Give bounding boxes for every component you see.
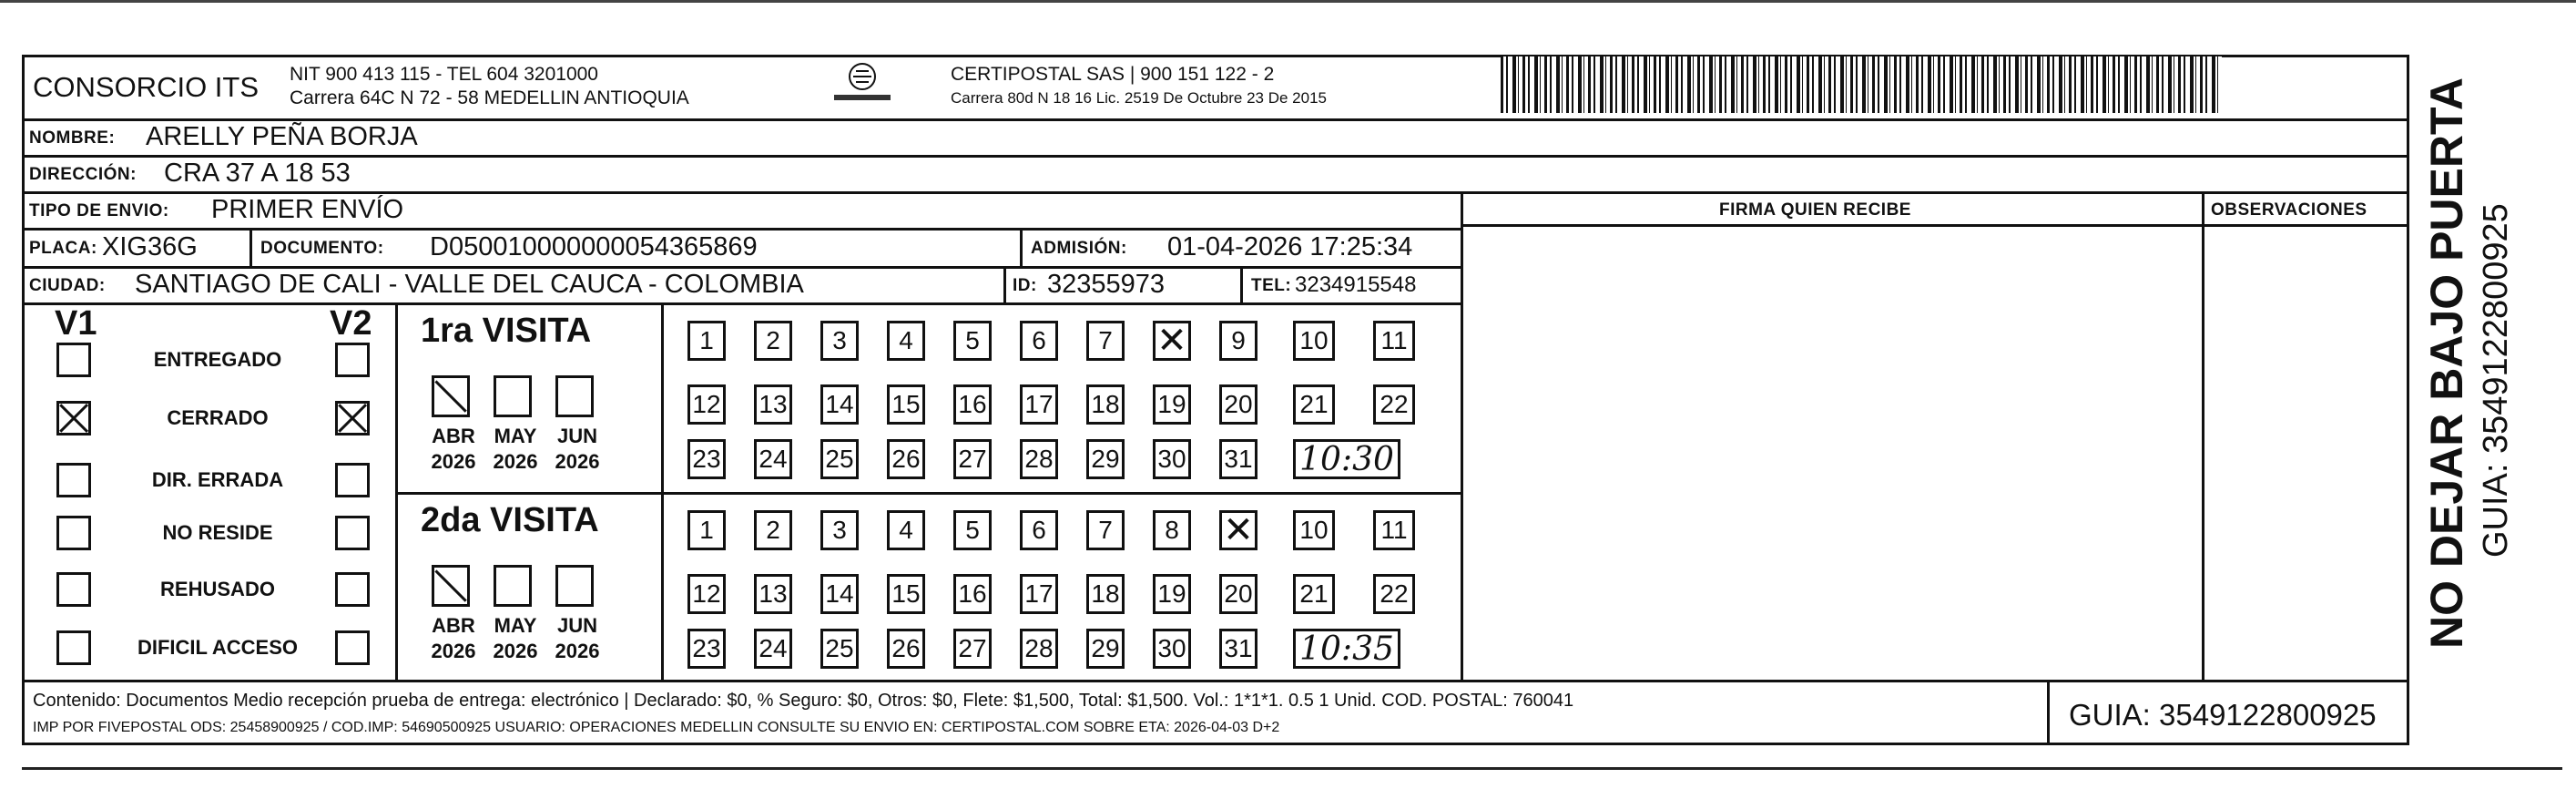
day-checkbox[interactable]: 11 [1373,510,1415,550]
day-checkbox[interactable]: 9 [1219,321,1257,361]
v1-checkbox[interactable] [56,463,91,497]
tipo-envio-value: PRIMER ENVÍO [211,195,404,224]
col-divider [395,302,398,680]
month-label: ABR [432,614,475,637]
day-checkbox[interactable]: 4 [887,510,925,550]
day-checkbox[interactable]: 19 [1153,384,1191,425]
month-checkbox[interactable] [432,565,470,607]
row-divider [22,118,2409,121]
v2-checkbox[interactable] [335,572,370,607]
admision-label: ADMISIÓN: [1031,239,1127,258]
day-checkbox[interactable]: 18 [1086,384,1125,425]
observaciones-label: OBSERVACIONES [2211,200,2367,220]
carrier-name: CERTIPOSTAL SAS | 900 151 122 - 2 [951,64,1275,85]
day-checkbox[interactable]: 14 [820,574,859,614]
company-address: Carrera 64C N 72 - 58 MEDELLIN ANTIOQUIA [290,87,689,108]
status-option-label: NO RESIDE [162,521,273,544]
documento-value: D050010000000054365869 [430,232,758,261]
id-value: 32355973 [1047,270,1166,299]
day-checkbox[interactable]: 2 [754,510,792,550]
day-checkbox[interactable]: 30 [1153,439,1191,479]
nombre-label: NOMBRE: [29,128,116,148]
day-checkbox[interactable]: 22 [1373,384,1415,425]
carrier-address: Carrera 80d N 18 16 Lic. 2519 De Octubre 23 De 2015 [951,89,1327,107]
col-divider [661,302,664,680]
col-divider [1003,266,1006,302]
status-option-label: DIFICIL ACCESO [137,636,298,659]
status-option-label: CERRADO [167,406,269,429]
documento-label: DOCUMENTO: [260,239,384,258]
day-checkbox[interactable]: 25 [820,629,859,669]
direccion-label: DIRECCIÓN: [29,165,137,184]
row-divider [395,492,1462,495]
tel-label: TEL: [1251,276,1292,295]
month-label: ABR [432,425,475,447]
month-checkbox[interactable] [494,375,532,417]
day-checkbox[interactable] [1153,321,1191,361]
col-divider [249,228,252,266]
row-divider [22,266,1462,269]
col-divider [2202,191,2204,680]
day-checkbox[interactable]: 19 [1153,574,1191,614]
day-checkbox[interactable]: 13 [754,384,792,425]
day-checkbox[interactable]: 23 [687,629,726,669]
status-option-label: REHUSADO [160,578,275,600]
tel-value: 3234915548 [1295,272,1417,297]
day-checkbox[interactable]: 31 [1219,439,1257,479]
day-checkbox[interactable]: 1 [687,321,726,361]
v1-checkbox[interactable] [56,343,91,377]
status-option-label: ENTREGADO [153,348,282,371]
company-name: CONSORCIO ITS [33,71,260,103]
day-checkbox[interactable]: 15 [887,384,925,425]
day-checkbox[interactable]: 12 [687,384,726,425]
day-checkbox[interactable]: 29 [1086,629,1125,669]
day-checkbox[interactable]: 22 [1373,574,1415,614]
row-divider [22,155,2409,158]
day-checkbox[interactable]: 20 [1219,574,1257,614]
side-warning: NO DEJAR BAJO PUERTA [2421,77,2472,649]
year-label: 2026 [493,640,538,662]
day-checkbox[interactable]: 4 [887,321,925,361]
year-label: 2026 [555,640,600,662]
day-checkbox[interactable]: 7 [1086,510,1125,550]
month-label: MAY [494,425,537,447]
month-label: MAY [494,614,537,637]
day-checkbox[interactable]: 30 [1153,629,1191,669]
day-checkbox[interactable]: 17 [1020,384,1058,425]
day-checkbox[interactable]: 12 [687,574,726,614]
day-checkbox[interactable]: 28 [1020,439,1058,479]
v2-checkbox[interactable] [335,630,370,665]
footer-guia: GUIA: 3549122800925 [2069,698,2377,732]
v2-label: V2 [330,304,372,343]
scan-edge-line [22,767,2562,770]
row-divider [1462,224,2409,227]
placa-value: XIG36G [102,232,198,261]
v1-label: V1 [55,304,97,343]
day-checkbox[interactable]: 8 [1153,510,1191,550]
ciudad-value: SANTIAGO DE CALI - VALLE DEL CAUCA - COLOMBIA [135,270,804,299]
row-divider [22,680,2409,682]
day-checkbox[interactable]: 20 [1219,384,1257,425]
month-checkbox[interactable] [432,375,470,417]
v2-checkbox[interactable] [335,401,370,435]
direccion-value: CRA 37 A 18 53 [164,159,351,188]
v2-checkbox[interactable] [335,516,370,550]
row-divider [22,302,1462,305]
visit-time[interactable]: 10:30 [1293,439,1400,479]
visit-time[interactable]: 10:35 [1293,629,1400,669]
year-label: 2026 [555,450,600,473]
day-checkbox[interactable]: 3 [820,510,859,550]
day-checkbox[interactable]: 11 [1373,321,1415,361]
day-checkbox[interactable]: 7 [1086,321,1125,361]
day-checkbox[interactable]: 21 [1293,384,1335,425]
day-checkbox[interactable]: 6 [1020,321,1058,361]
footer-content-line: Contenido: Documentos Medio recepción prueba de entrega: electrónico | Declarado: $0, % Seguro: $0, Otros: $0, Flete: $1,500, Total: $1,500. Vol.: 1*1*1. 0.5 1 Unid. COD. POSTAL: 760041 [33,691,1574,711]
day-checkbox[interactable]: 5 [953,321,992,361]
day-checkbox[interactable]: 16 [953,574,992,614]
visit-title: 2da VISITA [421,501,599,539]
day-checkbox[interactable]: 28 [1020,629,1058,669]
day-checkbox[interactable]: 10 [1293,321,1335,361]
day-checkbox[interactable]: 31 [1219,629,1257,669]
admision-value: 01-04-2026 17:25:34 [1167,232,1413,261]
col-divider [1461,191,1463,680]
day-checkbox[interactable]: 13 [754,574,792,614]
day-checkbox[interactable]: 5 [953,510,992,550]
day-checkbox[interactable]: 27 [953,629,992,669]
col-divider [2047,680,2050,745]
col-divider [1020,228,1023,266]
v1-checkbox[interactable] [56,401,91,435]
v1-checkbox[interactable] [56,572,91,607]
year-label: 2026 [431,640,476,662]
ciudad-label: CIUDAD: [29,276,106,295]
placa-label: PLACA: [29,239,97,258]
form-frame [22,55,2409,745]
certipostal-logo [830,60,894,108]
day-checkbox[interactable]: 3 [820,321,859,361]
month-checkbox[interactable] [494,565,532,607]
day-checkbox[interactable]: 26 [887,439,925,479]
col-divider [1240,266,1243,302]
month-label: JUN [556,425,597,447]
day-checkbox[interactable]: 10 [1293,510,1335,550]
v1-checkbox[interactable] [56,630,91,665]
day-checkbox[interactable]: 14 [820,384,859,425]
row-divider [22,191,2409,194]
firma-label: FIRMA QUIEN RECIBE [1719,200,1911,220]
day-checkbox[interactable]: 17 [1020,574,1058,614]
day-checkbox[interactable]: 26 [887,629,925,669]
day-checkbox[interactable] [1219,510,1257,550]
barcode [1501,56,2222,113]
day-checkbox[interactable]: 25 [820,439,859,479]
v2-checkbox[interactable] [335,463,370,497]
day-checkbox[interactable]: 24 [754,439,792,479]
side-guia: GUIA: 3549122800925 [2477,203,2515,558]
year-label: 2026 [493,450,538,473]
day-checkbox[interactable]: 29 [1086,439,1125,479]
nombre-value: ARELLY PEÑA BORJA [146,122,418,151]
company-nit: NIT 900 413 115 - TEL 604 3201000 [290,64,598,85]
day-checkbox[interactable]: 18 [1086,574,1125,614]
month-checkbox[interactable] [555,565,594,607]
day-checkbox[interactable]: 16 [953,384,992,425]
v1-checkbox[interactable] [56,516,91,550]
v2-checkbox[interactable] [335,343,370,377]
scan-edge-line [0,0,2576,3]
day-checkbox[interactable]: 15 [887,574,925,614]
day-checkbox[interactable]: 6 [1020,510,1058,550]
day-checkbox[interactable]: 1 [687,510,726,550]
footer-imp-line: IMP POR FIVEPOSTAL ODS: 25458900925 / COD.IMP: 54690500925 USUARIO: OPERACIONES MEDELLIN CONSULTE SU ENVIO EN: CERTIPOSTAL.COM SOBRE ETA: 2026-04-03 D+2 [33,720,1280,735]
day-checkbox[interactable]: 21 [1293,574,1335,614]
day-checkbox[interactable]: 24 [754,629,792,669]
day-checkbox[interactable]: 2 [754,321,792,361]
month-label: JUN [556,614,597,637]
id-label: ID: [1013,276,1037,295]
year-label: 2026 [431,450,476,473]
day-checkbox[interactable]: 23 [687,439,726,479]
tipo-envio-label: TIPO DE ENVIO: [29,201,169,220]
status-option-label: DIR. ERRADA [151,468,284,491]
day-checkbox[interactable]: 27 [953,439,992,479]
row-divider [22,228,1462,231]
month-checkbox[interactable] [555,375,594,417]
visit-title: 1ra VISITA [421,312,592,350]
